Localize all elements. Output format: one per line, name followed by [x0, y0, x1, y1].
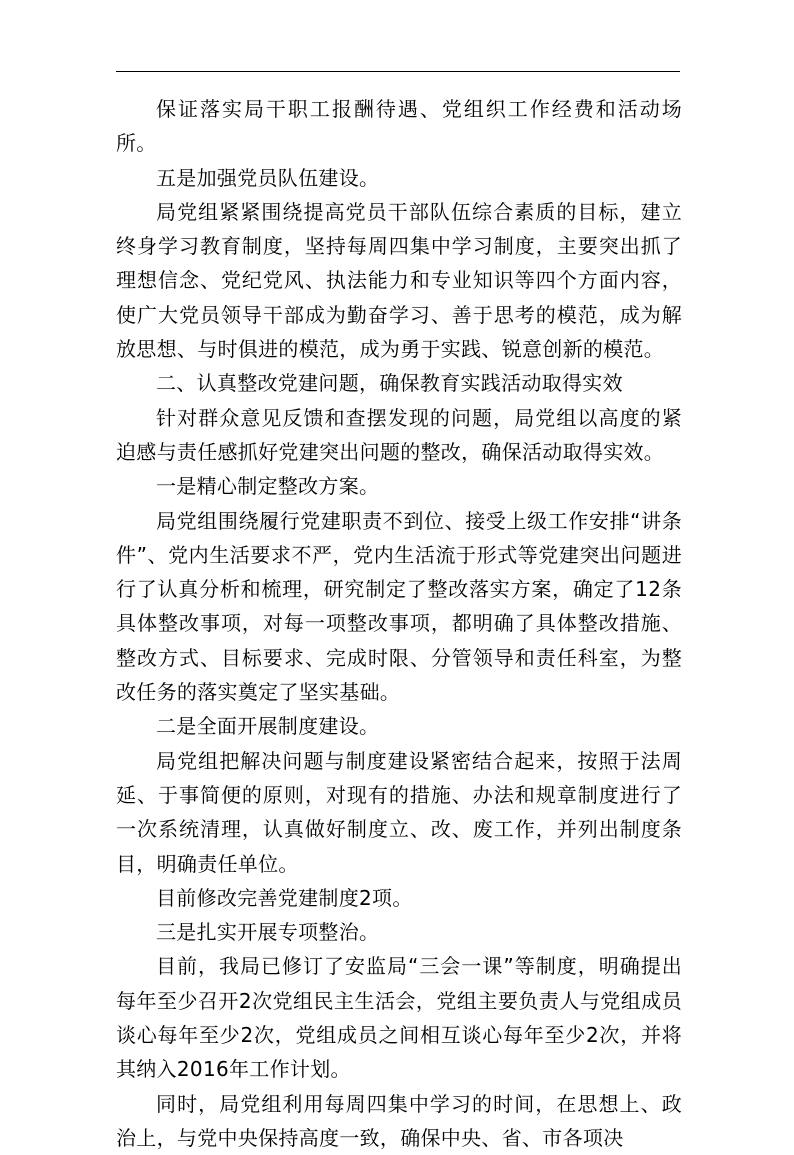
- paragraph: 三是扎实开展专项整治。: [156, 920, 380, 945]
- paragraph: 五是加强党员队伍建设。: [156, 165, 380, 190]
- paragraph: 局党组围绕履行党建职责不到位、接受上级工作安排“讲条件”、党内生活要求不严，党内生活流于形式等党建突出问题进行了认真分析和梳理，研究制定了整改落实方案，确定了12条具体整改事项，对每一项整改事项，都明确了具体整改措施、整改方式、目标要求、完成时限、分管领导和责任科室，为整改任务的落实奠定了坚实基础。: [116, 508, 682, 705]
- paragraph: 同时，局党组利用每周四集中学习的时间，在思想上、政治上，与党中央保持高度一致，确保中央、省、市各项决: [116, 1091, 682, 1150]
- paragraph: 局党组紧紧围绕提高党员干部队伍综合素质的目标，建立终身学习教育制度，坚持每周四集中学习制度，主要突出抓了理想信念、党纪党风、执法能力和专业知识等四个方面内容，使广大党员领导干部成为勤奋学习、善于思考的模范，成为解放思想、与时俱进的模范，成为勇于实践、锐意创新的模范。: [116, 199, 682, 362]
- paragraph: 局党组把解决问题与制度建设紧密结合起来，按照于法周延、于事简便的原则，对现有的措施、办法和规章制度进行了一次系统清理，认真做好制度立、改、废工作，并列出制度条目，明确责任单位。: [116, 748, 682, 876]
- paragraph: 针对群众意见反馈和查摆发现的问题，局党组以高度的紧迫感与责任感抓好党建突出问题的整改，确保活动取得实效。: [116, 405, 682, 464]
- document-body: [116, 92, 682, 1155]
- paragraph: 一是精心制定整改方案。: [156, 474, 380, 499]
- paragraph: 目前，我局已修订了安监局“三会一课”等制度，明确提出每年至少召开2次党组民主生活会，党组主要负责人与党组成员谈心每年至少2次，党组成员之间相互谈心每年至少2次，并将其纳入2016年工作计划。: [116, 954, 682, 1082]
- paragraph: 保证落实局干职工报酬待遇、党组织工作经费和活动场所。: [116, 97, 682, 156]
- paragraph: 二是全面开展制度建设。: [156, 714, 380, 739]
- section-heading: 二、认真整改党建问题，确保教育实践活动取得实效: [156, 371, 623, 396]
- paragraph: 目前修改完善党建制度2项。: [156, 885, 413, 910]
- header-rule: [116, 71, 680, 72]
